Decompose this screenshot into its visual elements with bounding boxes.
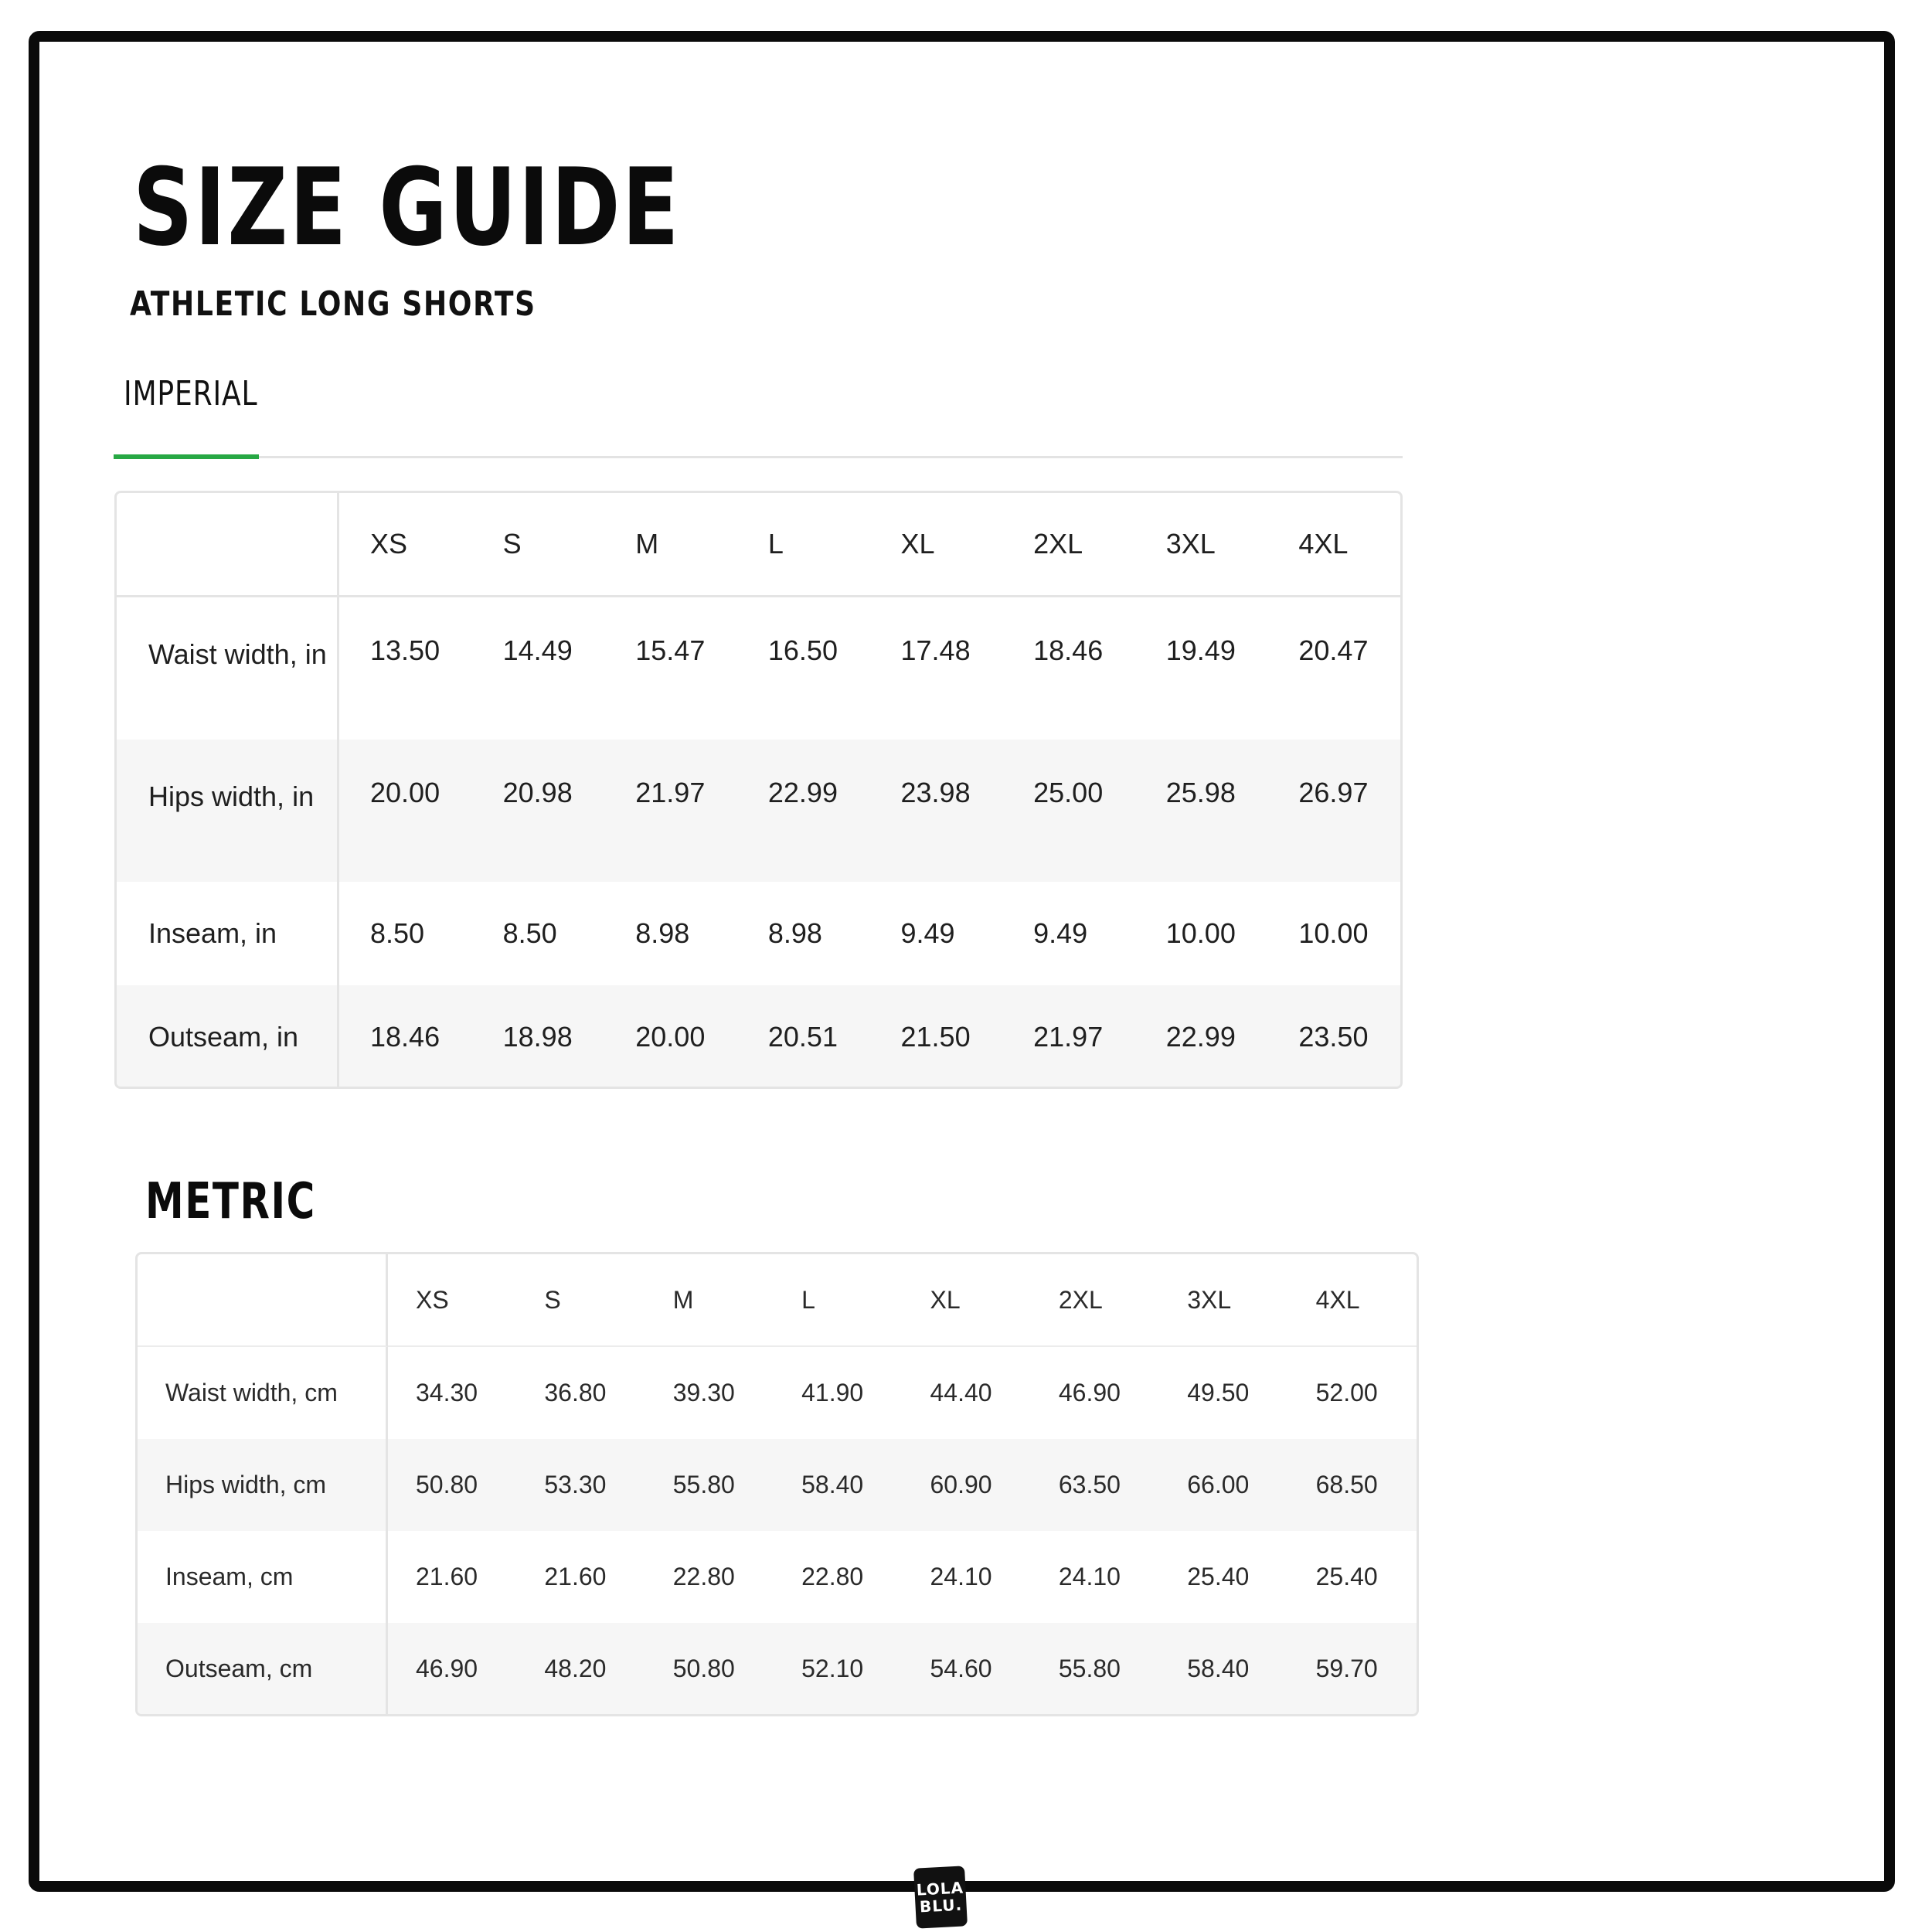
measurement-value: 8.50 (370, 917, 425, 949)
measurement-value: 44.40 (930, 1379, 992, 1406)
table-row (117, 882, 1400, 985)
size-header: XL (870, 493, 1003, 597)
page-title: SIZE GUIDE (133, 145, 681, 270)
measurement-value: 55.80 (1031, 1623, 1159, 1715)
measurement-value: 18.46 (1033, 634, 1104, 666)
measurement-value: 20.00 (604, 985, 737, 1089)
measurement-value: 23.98 (870, 740, 1003, 882)
size-header: XS (339, 493, 472, 597)
measurement-value: 10.00 (1298, 917, 1369, 949)
measurement-value: 59.70 (1288, 1623, 1417, 1715)
measurement-value: 39.30 (672, 1379, 735, 1406)
product-subtitle: ATHLETIC LONG SHORTS (130, 284, 536, 324)
size-header: 3XL (1159, 1254, 1287, 1347)
measurement-value: 26.97 (1267, 740, 1400, 882)
measurement-value: 13.50 (370, 634, 440, 666)
measurement-value: 53.30 (516, 1439, 645, 1531)
table-row (117, 740, 1400, 882)
table-row (117, 597, 1400, 740)
measurement-value: 58.40 (774, 1439, 902, 1531)
measurement-value: 50.80 (645, 1623, 774, 1715)
table-row (138, 1531, 1417, 1623)
measurement-value: 25.40 (1187, 1563, 1250, 1590)
measurement-value: 21.60 (416, 1563, 478, 1590)
size-header: 2XL (1031, 1254, 1159, 1347)
measurement-value: 14.49 (502, 634, 573, 666)
size-header: 3XL (1135, 493, 1268, 597)
measurement-value: 50.80 (388, 1439, 516, 1531)
measurement-value: 48.20 (516, 1623, 645, 1715)
logo-text-line: LOLA (916, 1878, 964, 1900)
measurement-value: 18.98 (472, 985, 605, 1089)
measurement-value: 22.80 (672, 1563, 735, 1590)
measurement-value: 19.49 (1165, 634, 1236, 666)
measurement-value: 20.51 (737, 985, 870, 1089)
measurement-value: 60.90 (903, 1439, 1031, 1531)
measurement-label: Hips width, cm (138, 1439, 388, 1531)
measurement-value: 58.40 (1159, 1623, 1287, 1715)
size-header: S (516, 1254, 645, 1347)
measurement-value: 21.97 (604, 740, 737, 882)
table-header-row (117, 493, 1400, 597)
measurement-value: 25.40 (1315, 1563, 1378, 1590)
measurement-label: Hips width, in (117, 740, 339, 882)
size-header: 2XL (1002, 493, 1135, 597)
measurement-value: 17.48 (900, 634, 971, 666)
imperial-size-table (114, 491, 1403, 1089)
metric-size-table (135, 1252, 1419, 1716)
brand-logo (913, 1866, 968, 1928)
measurement-value: 22.99 (737, 740, 870, 882)
size-header: M (645, 1254, 774, 1347)
measurement-label: Inseam, in (117, 882, 339, 985)
measurement-value: 16.50 (767, 634, 838, 666)
measurement-value: 21.60 (544, 1563, 607, 1590)
measurement-value: 63.50 (1031, 1439, 1159, 1531)
size-header: 4XL (1288, 1254, 1417, 1347)
measurement-value: 15.47 (635, 634, 706, 666)
measurement-value: 46.90 (1058, 1379, 1121, 1406)
measurement-value: 8.98 (767, 917, 822, 949)
measurement-value: 52.00 (1315, 1379, 1378, 1406)
table-row (117, 985, 1400, 1089)
measurement-value: 10.00 (1165, 917, 1236, 949)
measurement-value: 34.30 (416, 1379, 478, 1406)
measurement-value: 21.97 (1002, 985, 1135, 1089)
size-header: XS (388, 1254, 516, 1347)
measurement-value: 25.00 (1002, 740, 1135, 882)
measurement-value: 20.47 (1298, 634, 1369, 666)
measurement-value: 54.60 (903, 1623, 1031, 1715)
table-header-row (138, 1254, 1417, 1347)
measurement-value: 49.50 (1187, 1379, 1250, 1406)
size-header: L (737, 493, 870, 597)
measurement-label: Outseam, cm (138, 1623, 388, 1715)
size-header: M (604, 493, 737, 597)
measurement-value: 36.80 (544, 1379, 607, 1406)
measurement-label: Inseam, cm (138, 1531, 388, 1623)
measurement-value: 22.80 (801, 1563, 864, 1590)
measurement-value: 8.50 (502, 917, 557, 949)
tab-active-indicator (114, 454, 259, 459)
tab-divider (114, 456, 1403, 458)
measurement-label: Waist width, cm (138, 1347, 388, 1439)
table-row (138, 1623, 1417, 1715)
table-row (138, 1439, 1417, 1531)
logo-text-line: BLU. (919, 1895, 963, 1917)
tab-imperial[interactable]: IMPERIAL (124, 374, 258, 413)
measurement-value: 20.98 (472, 740, 605, 882)
metric-heading: METRIC (145, 1173, 316, 1230)
measurement-value: 21.50 (870, 985, 1003, 1089)
measurement-value: 55.80 (645, 1439, 774, 1531)
size-header: XL (903, 1254, 1031, 1347)
measurement-value: 52.10 (774, 1623, 902, 1715)
measurement-value: 68.50 (1288, 1439, 1417, 1531)
measurement-value: 8.98 (635, 917, 690, 949)
measurement-value: 24.10 (930, 1563, 992, 1590)
measurement-value: 18.46 (339, 985, 472, 1089)
measurement-value: 46.90 (388, 1623, 516, 1715)
measurement-value: 9.49 (1033, 917, 1088, 949)
measurement-value: 66.00 (1159, 1439, 1287, 1531)
measurement-value: 20.00 (339, 740, 472, 882)
measurement-value: 25.98 (1135, 740, 1268, 882)
header-corner-cell (138, 1254, 388, 1347)
size-header: S (472, 493, 605, 597)
measurement-value: 24.10 (1058, 1563, 1121, 1590)
size-header: L (774, 1254, 902, 1347)
measurement-label: Waist width, in (117, 597, 339, 740)
measurement-value: 41.90 (801, 1379, 864, 1406)
table-row (138, 1347, 1417, 1439)
measurement-value: 23.50 (1267, 985, 1400, 1089)
measurement-value: 9.49 (900, 917, 955, 949)
measurement-label: Outseam, in (117, 985, 339, 1089)
measurement-value: 22.99 (1135, 985, 1268, 1089)
size-header: 4XL (1267, 493, 1400, 597)
header-corner-cell (117, 493, 339, 597)
